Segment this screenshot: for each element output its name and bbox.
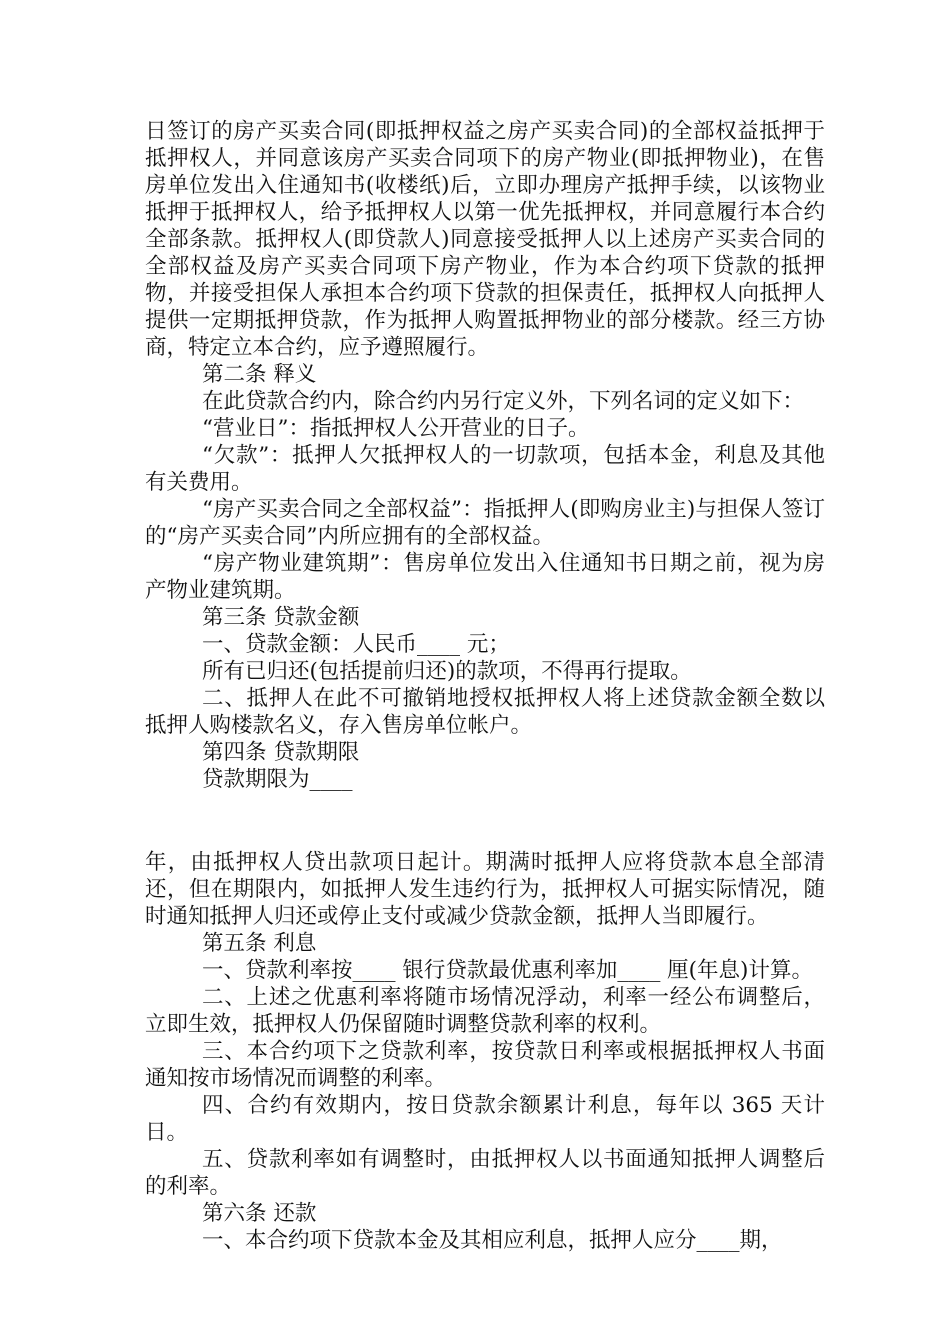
article-5-heading: 第五条 利息 [202, 931, 317, 956]
paragraph: 一、贷款金额：人民币____ 元； [202, 632, 510, 657]
definition-debt: “欠款”：抵押人欠抵押权人的一切款项，包括本金，利息及其他有关费用。 [145, 443, 825, 495]
paragraph: 二、上述之优惠利率将随市场情况浮动，利率一经公布调整后，立即生效，抵押权人仍保留随时调整贷款利率的权利。 [145, 985, 825, 1037]
definition-contract-rights: “房产买卖合同之全部权益”：指抵押人(即购房业主)与担保人签订的“房产买卖合同”内所应拥有的全部权益。 [145, 497, 825, 549]
paragraph: 所有已归还(包括提前归还)的款项，不得再行提取。 [202, 659, 692, 684]
article-2-heading: 第二条 释义 [202, 362, 317, 387]
blank-gap [145, 793, 825, 849]
paragraph: 一、本合约项下贷款本金及其相应利息，抵押人应分____期， [202, 1228, 783, 1253]
definition-construction-period: “房产物业建筑期”：售房单位发出入住通知书日期之前，视为房产物业建筑期。 [145, 551, 825, 603]
paragraph-intro: 日签订的房产买卖合同(即抵押权益之房产买卖合同)的全部权益抵押于抵押权人，并同意该房产买卖合同项下的房产物业(即抵押物业)，在售房单位发出入住通知书(收楼纸)后，立即办理房产抵押手续，以该物业抵押于抵押权人，给予抵押权人以第一优先抵押权，并同意履行本合约全部条款。抵押权人(即贷款人)同意接受抵押人以上述房产买卖合同的全部权益及房产买卖合同项下房产物业，作为本合约项下贷款的抵押物，并接受担保人承担本合约项下贷款的担保责任，抵押权人向抵押人提供一定期抵押贷款，作为抵押人购置抵押物业的部分楼款。经三方协商，特定立本合约，应予遵照履行。 [145, 119, 825, 360]
paragraph: 三、本合约项下之贷款利率，按贷款日利率或根据抵押权人书面通知按市场情况而调整的利率。 [145, 1039, 825, 1091]
document-body [145, 118, 825, 1254]
paragraph: 四、合约有效期内，按日贷款余额累计利息，每年以 365 天计日。 [145, 1093, 825, 1145]
paragraph: 五、贷款利率如有调整时，由抵押权人以书面通知抵押人调整后的利率。 [145, 1147, 825, 1199]
article-6-heading: 第六条 还款 [202, 1201, 317, 1226]
article-4-heading: 第四条 贷款期限 [202, 740, 360, 765]
definition-business-day: “营业日”：指抵押权人公开营业的日子。 [202, 416, 590, 441]
paragraph: 贷款期限为____ [202, 767, 353, 792]
paragraph: 在此贷款合约内，除合约内另行定义外，下列名词的定义如下： [202, 389, 805, 414]
paragraph: 一、贷款利率按____ 银行贷款最优惠利率加____ 厘(年息)计算。 [202, 958, 813, 983]
paragraph: 二、抵押人在此不可撤销地授权抵押权人将上述贷款金额全数以抵押人购楼款名义，存入售房单位帐户。 [145, 686, 825, 738]
article-3-heading: 第三条 贷款金额 [202, 605, 360, 630]
paragraph: 年，由抵押权人贷出款项日起计。期满时抵押人应将贷款本息全部清还，但在期限内，如抵押人发生违约行为，抵押权人可据实际情况，随时通知抵押人归还或停止支付或减少贷款金额，抵押人当即履行。 [145, 850, 825, 929]
